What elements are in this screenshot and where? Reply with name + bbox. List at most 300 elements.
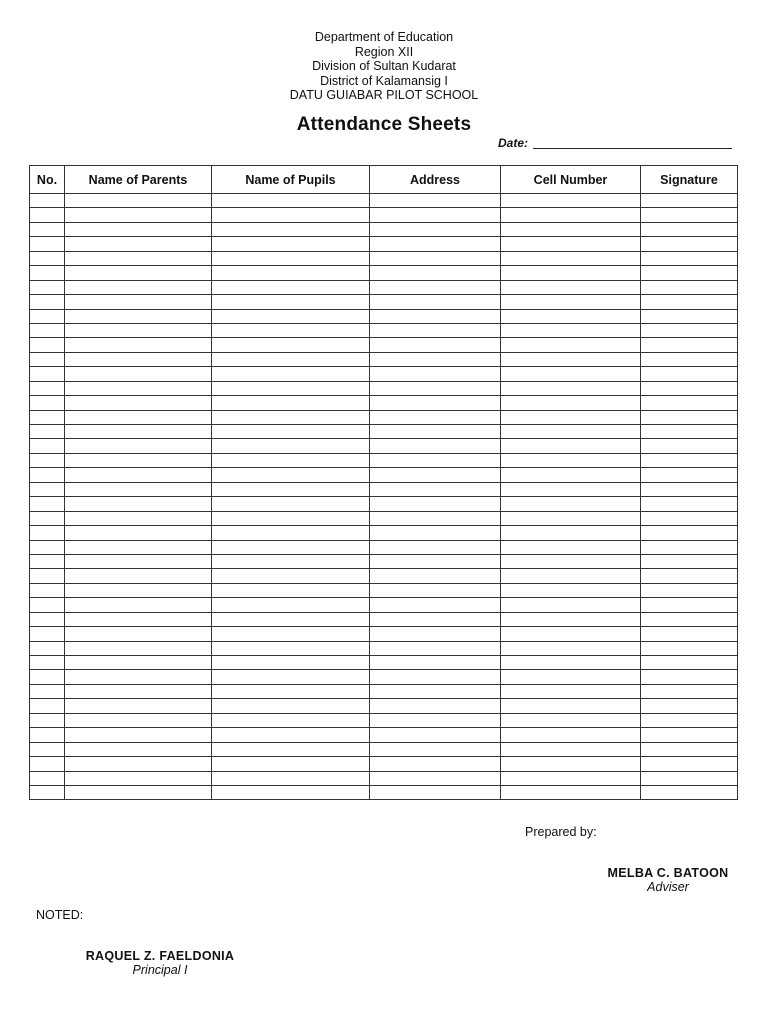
- table-cell[interactable]: [641, 194, 738, 208]
- table-cell[interactable]: [212, 222, 370, 236]
- table-row: [30, 439, 738, 453]
- table-cell[interactable]: [212, 540, 370, 554]
- table-cell[interactable]: [65, 208, 212, 222]
- table-row: [30, 237, 738, 251]
- table-cell[interactable]: [65, 612, 212, 626]
- table-cell[interactable]: [501, 757, 641, 771]
- table-cell[interactable]: [30, 295, 65, 309]
- table-cell[interactable]: [30, 251, 65, 265]
- table-cell[interactable]: [501, 742, 641, 756]
- table-cell[interactable]: [65, 295, 212, 309]
- table-cell[interactable]: [370, 785, 501, 799]
- table-cell[interactable]: [641, 367, 738, 381]
- table-cell[interactable]: [501, 526, 641, 540]
- table-cell[interactable]: [30, 540, 65, 554]
- table-cell[interactable]: [370, 439, 501, 453]
- table-cell[interactable]: [65, 656, 212, 670]
- table-cell[interactable]: [641, 554, 738, 568]
- table-cell[interactable]: [501, 627, 641, 641]
- table-cell[interactable]: [370, 641, 501, 655]
- table-cell[interactable]: [65, 266, 212, 280]
- table-cell[interactable]: [212, 699, 370, 713]
- table-cell[interactable]: [65, 338, 212, 352]
- column-header-cell-number: Cell Number: [501, 166, 641, 194]
- table-cell[interactable]: [370, 511, 501, 525]
- table-row: [30, 396, 738, 410]
- table-cell[interactable]: [212, 641, 370, 655]
- table-cell[interactable]: [65, 381, 212, 395]
- table-cell[interactable]: [641, 266, 738, 280]
- table-cell[interactable]: [501, 656, 641, 670]
- table-cell[interactable]: [30, 728, 65, 742]
- table-cell[interactable]: [370, 713, 501, 727]
- table-cell[interactable]: [212, 569, 370, 583]
- table-cell[interactable]: [212, 612, 370, 626]
- table-cell[interactable]: [501, 367, 641, 381]
- table-cell[interactable]: [212, 410, 370, 424]
- table-cell[interactable]: [212, 583, 370, 597]
- table-cell[interactable]: [65, 684, 212, 698]
- table-cell[interactable]: [30, 641, 65, 655]
- table-cell[interactable]: [65, 453, 212, 467]
- table-cell[interactable]: [30, 352, 65, 366]
- table-cell[interactable]: [370, 338, 501, 352]
- table-cell[interactable]: [65, 396, 212, 410]
- table-cell[interactable]: [501, 410, 641, 424]
- table-cell[interactable]: [641, 641, 738, 655]
- table-cell[interactable]: [65, 323, 212, 337]
- table-cell[interactable]: [641, 598, 738, 612]
- table-cell[interactable]: [641, 670, 738, 684]
- table-cell[interactable]: [641, 540, 738, 554]
- table-cell[interactable]: [212, 352, 370, 366]
- table-cell[interactable]: [501, 439, 641, 453]
- table-cell[interactable]: [30, 396, 65, 410]
- table-cell[interactable]: [641, 785, 738, 799]
- table-cell[interactable]: [30, 612, 65, 626]
- table-cell[interactable]: [30, 453, 65, 467]
- table-cell[interactable]: [212, 627, 370, 641]
- table-row: [30, 295, 738, 309]
- table-row: [30, 352, 738, 366]
- table-cell[interactable]: [30, 309, 65, 323]
- table-cell[interactable]: [501, 468, 641, 482]
- table-cell[interactable]: [641, 439, 738, 453]
- table-cell[interactable]: [501, 425, 641, 439]
- adviser-role: Adviser: [647, 880, 689, 894]
- table-cell[interactable]: [30, 468, 65, 482]
- table-cell[interactable]: [641, 713, 738, 727]
- table-cell[interactable]: [65, 468, 212, 482]
- school-header: [0, 30, 768, 103]
- table-cell[interactable]: [501, 540, 641, 554]
- table-cell[interactable]: [641, 237, 738, 251]
- table-row: [30, 338, 738, 352]
- date-field-line[interactable]: [533, 148, 732, 149]
- adviser-signature-block: [598, 866, 738, 894]
- table-cell[interactable]: [501, 569, 641, 583]
- table-cell[interactable]: [212, 497, 370, 511]
- table-cell[interactable]: [212, 208, 370, 222]
- table-cell[interactable]: [30, 323, 65, 337]
- table-cell[interactable]: [65, 670, 212, 684]
- table-cell[interactable]: [501, 482, 641, 496]
- table-row: [30, 511, 738, 525]
- table-cell[interactable]: [370, 352, 501, 366]
- table-cell[interactable]: [641, 410, 738, 424]
- table-cell[interactable]: [30, 266, 65, 280]
- table-cell[interactable]: [30, 569, 65, 583]
- table-cell[interactable]: [641, 280, 738, 294]
- table-cell[interactable]: [65, 771, 212, 785]
- table-cell[interactable]: [65, 757, 212, 771]
- table-cell[interactable]: [212, 425, 370, 439]
- table-cell[interactable]: [641, 771, 738, 785]
- table-row: [30, 425, 738, 439]
- table-cell[interactable]: [370, 468, 501, 482]
- table-cell[interactable]: [641, 222, 738, 236]
- table-cell[interactable]: [30, 583, 65, 597]
- table-cell[interactable]: [212, 785, 370, 799]
- table-cell[interactable]: [370, 381, 501, 395]
- table-row: [30, 627, 738, 641]
- table-cell[interactable]: [212, 728, 370, 742]
- prepared-by-label: Prepared by:: [525, 825, 597, 839]
- table-cell[interactable]: [65, 222, 212, 236]
- attendance-table: [29, 165, 738, 800]
- table-cell[interactable]: [30, 627, 65, 641]
- table-cell[interactable]: [641, 569, 738, 583]
- table-cell[interactable]: [501, 612, 641, 626]
- table-cell[interactable]: [641, 251, 738, 265]
- table-cell[interactable]: [65, 251, 212, 265]
- header-line-region: Region XII: [354, 44, 414, 59]
- table-cell[interactable]: [501, 280, 641, 294]
- table-cell[interactable]: [501, 713, 641, 727]
- table-cell[interactable]: [30, 222, 65, 236]
- table-cell[interactable]: [370, 194, 501, 208]
- table-cell[interactable]: [501, 266, 641, 280]
- table-cell[interactable]: [30, 425, 65, 439]
- table-cell[interactable]: [212, 381, 370, 395]
- table-cell[interactable]: [641, 612, 738, 626]
- table-row: [30, 713, 738, 727]
- table-cell[interactable]: [212, 670, 370, 684]
- table-cell[interactable]: [30, 208, 65, 222]
- table-cell[interactable]: [370, 295, 501, 309]
- table-cell[interactable]: [641, 482, 738, 496]
- table-cell[interactable]: [65, 699, 212, 713]
- table-cell[interactable]: [501, 381, 641, 395]
- table-cell[interactable]: [212, 251, 370, 265]
- table-cell[interactable]: [641, 453, 738, 467]
- column-header-parents: Name of Parents: [65, 166, 212, 194]
- table-cell[interactable]: [641, 352, 738, 366]
- table-cell[interactable]: [370, 323, 501, 337]
- table-cell[interactable]: [501, 511, 641, 525]
- table-cell[interactable]: [370, 482, 501, 496]
- table-cell[interactable]: [65, 742, 212, 756]
- table-cell[interactable]: [65, 540, 212, 554]
- table-cell[interactable]: [370, 569, 501, 583]
- table-cell[interactable]: [212, 482, 370, 496]
- table-cell[interactable]: [641, 208, 738, 222]
- table-cell[interactable]: [65, 439, 212, 453]
- table-cell[interactable]: [641, 425, 738, 439]
- table-cell[interactable]: [30, 482, 65, 496]
- attendance-table-body: [30, 194, 738, 800]
- table-cell[interactable]: [212, 396, 370, 410]
- noted-label: NOTED:: [36, 908, 84, 922]
- table-cell[interactable]: [641, 338, 738, 352]
- table-cell[interactable]: [65, 309, 212, 323]
- table-row: [30, 208, 738, 222]
- table-cell[interactable]: [641, 468, 738, 482]
- table-cell[interactable]: [30, 771, 65, 785]
- table-cell[interactable]: [501, 497, 641, 511]
- table-cell[interactable]: [370, 656, 501, 670]
- table-cell[interactable]: [641, 497, 738, 511]
- table-cell[interactable]: [370, 309, 501, 323]
- table-row: [30, 757, 738, 771]
- table-cell[interactable]: [370, 627, 501, 641]
- table-cell[interactable]: [65, 497, 212, 511]
- table-cell[interactable]: [30, 684, 65, 698]
- table-cell[interactable]: [641, 656, 738, 670]
- table-row: [30, 540, 738, 554]
- table-cell[interactable]: [30, 381, 65, 395]
- table-cell[interactable]: [501, 295, 641, 309]
- principal-name: RAQUEL Z. FAELDONIA: [85, 949, 235, 963]
- table-row: [30, 410, 738, 424]
- table-cell[interactable]: [65, 511, 212, 525]
- table-cell[interactable]: [501, 323, 641, 337]
- table-row: [30, 381, 738, 395]
- table-cell[interactable]: [370, 670, 501, 684]
- table-cell[interactable]: [641, 295, 738, 309]
- adviser-name: MELBA C. BATOON: [607, 866, 729, 880]
- table-cell[interactable]: [30, 526, 65, 540]
- table-row: [30, 554, 738, 568]
- table-cell[interactable]: [641, 381, 738, 395]
- table-cell[interactable]: [212, 656, 370, 670]
- table-cell[interactable]: [641, 742, 738, 756]
- table-cell[interactable]: [30, 670, 65, 684]
- table-cell[interactable]: [501, 699, 641, 713]
- table-cell[interactable]: [212, 237, 370, 251]
- table-cell[interactable]: [212, 323, 370, 337]
- table-cell[interactable]: [501, 641, 641, 655]
- table-cell[interactable]: [212, 511, 370, 525]
- table-cell[interactable]: [501, 251, 641, 265]
- table-cell[interactable]: [370, 237, 501, 251]
- table-row: [30, 309, 738, 323]
- table-cell[interactable]: [370, 266, 501, 280]
- table-cell[interactable]: [212, 295, 370, 309]
- table-cell[interactable]: [641, 699, 738, 713]
- table-cell[interactable]: [212, 771, 370, 785]
- table-cell[interactable]: [370, 554, 501, 568]
- table-row: [30, 771, 738, 785]
- table-cell[interactable]: [65, 713, 212, 727]
- table-cell[interactable]: [212, 684, 370, 698]
- table-cell[interactable]: [370, 728, 501, 742]
- table-cell[interactable]: [30, 497, 65, 511]
- table-cell[interactable]: [65, 728, 212, 742]
- table-cell[interactable]: [65, 526, 212, 540]
- table-cell[interactable]: [501, 670, 641, 684]
- table-cell[interactable]: [65, 280, 212, 294]
- table-cell[interactable]: [501, 785, 641, 799]
- table-cell[interactable]: [370, 757, 501, 771]
- table-row: [30, 656, 738, 670]
- table-cell[interactable]: [501, 684, 641, 698]
- table-cell[interactable]: [212, 757, 370, 771]
- table-cell[interactable]: [30, 742, 65, 756]
- table-cell[interactable]: [501, 352, 641, 366]
- table-cell[interactable]: [30, 785, 65, 799]
- table-cell[interactable]: [370, 540, 501, 554]
- table-cell[interactable]: [501, 194, 641, 208]
- table-row: [30, 194, 738, 208]
- table-cell[interactable]: [501, 583, 641, 597]
- table-cell[interactable]: [641, 526, 738, 540]
- table-cell[interactable]: [370, 396, 501, 410]
- table-cell[interactable]: [212, 598, 370, 612]
- table-cell[interactable]: [65, 627, 212, 641]
- table-cell[interactable]: [65, 482, 212, 496]
- table-row: [30, 222, 738, 236]
- table-cell[interactable]: [501, 309, 641, 323]
- table-cell[interactable]: [30, 367, 65, 381]
- table-cell[interactable]: [370, 251, 501, 265]
- table-cell[interactable]: [370, 699, 501, 713]
- table-cell[interactable]: [65, 237, 212, 251]
- table-cell[interactable]: [65, 425, 212, 439]
- table-cell[interactable]: [65, 785, 212, 799]
- table-cell[interactable]: [212, 526, 370, 540]
- table-cell[interactable]: [65, 352, 212, 366]
- table-cell[interactable]: [501, 237, 641, 251]
- table-cell[interactable]: [501, 208, 641, 222]
- column-header-pupils: Name of Pupils: [212, 166, 370, 194]
- table-cell[interactable]: [370, 583, 501, 597]
- table-cell[interactable]: [370, 598, 501, 612]
- table-cell[interactable]: [641, 396, 738, 410]
- table-header-row: [30, 166, 738, 194]
- table-cell[interactable]: [65, 641, 212, 655]
- table-cell[interactable]: [641, 583, 738, 597]
- table-cell[interactable]: [501, 338, 641, 352]
- table-cell[interactable]: [370, 280, 501, 294]
- table-row: [30, 684, 738, 698]
- header-line-district: District of Kalamansig I: [320, 73, 448, 88]
- table-cell[interactable]: [212, 309, 370, 323]
- table-cell[interactable]: [212, 280, 370, 294]
- column-header-signature: Signature: [641, 166, 738, 194]
- table-cell[interactable]: [501, 453, 641, 467]
- table-cell[interactable]: [501, 598, 641, 612]
- table-cell[interactable]: [501, 771, 641, 785]
- table-row: [30, 612, 738, 626]
- table-cell[interactable]: [30, 511, 65, 525]
- table-cell[interactable]: [641, 511, 738, 525]
- table-cell[interactable]: [30, 656, 65, 670]
- table-cell[interactable]: [212, 439, 370, 453]
- table-cell[interactable]: [641, 309, 738, 323]
- table-cell[interactable]: [65, 554, 212, 568]
- table-cell[interactable]: [370, 410, 501, 424]
- table-cell[interactable]: [212, 194, 370, 208]
- table-cell[interactable]: [212, 367, 370, 381]
- table-cell[interactable]: [212, 266, 370, 280]
- principal-signature-block: [70, 949, 250, 977]
- date-label: Date:: [498, 136, 529, 150]
- table-cell[interactable]: [370, 425, 501, 439]
- table-cell[interactable]: [65, 367, 212, 381]
- table-cell[interactable]: [212, 468, 370, 482]
- table-cell[interactable]: [30, 554, 65, 568]
- table-cell[interactable]: [641, 323, 738, 337]
- table-cell[interactable]: [30, 439, 65, 453]
- table-cell[interactable]: [370, 684, 501, 698]
- table-cell[interactable]: [212, 338, 370, 352]
- table-cell[interactable]: [370, 526, 501, 540]
- table-cell[interactable]: [30, 280, 65, 294]
- table-row: [30, 670, 738, 684]
- table-cell[interactable]: [641, 757, 738, 771]
- table-cell[interactable]: [212, 554, 370, 568]
- table-cell[interactable]: [501, 396, 641, 410]
- table-row: [30, 367, 738, 381]
- table-cell[interactable]: [30, 757, 65, 771]
- table-cell[interactable]: [370, 453, 501, 467]
- table-cell[interactable]: [501, 554, 641, 568]
- table-cell[interactable]: [212, 453, 370, 467]
- table-cell[interactable]: [30, 410, 65, 424]
- table-cell[interactable]: [370, 222, 501, 236]
- table-cell[interactable]: [370, 367, 501, 381]
- header-line-department: Department of Education: [314, 30, 454, 44]
- table-cell[interactable]: [370, 742, 501, 756]
- table-cell[interactable]: [641, 684, 738, 698]
- table-cell[interactable]: [65, 410, 212, 424]
- table-cell[interactable]: [30, 699, 65, 713]
- table-row: [30, 526, 738, 540]
- table-cell[interactable]: [65, 598, 212, 612]
- table-cell[interactable]: [370, 771, 501, 785]
- table-cell[interactable]: [65, 569, 212, 583]
- table-cell[interactable]: [30, 338, 65, 352]
- table-cell[interactable]: [30, 713, 65, 727]
- table-cell[interactable]: [30, 598, 65, 612]
- table-cell[interactable]: [501, 222, 641, 236]
- table-cell[interactable]: [370, 497, 501, 511]
- table-row: [30, 482, 738, 496]
- table-cell[interactable]: [65, 583, 212, 597]
- table-cell[interactable]: [65, 194, 212, 208]
- table-cell[interactable]: [501, 728, 641, 742]
- page-title: Attendance Sheets: [296, 114, 472, 135]
- table-cell[interactable]: [30, 237, 65, 251]
- table-cell[interactable]: [30, 194, 65, 208]
- table-cell[interactable]: [370, 612, 501, 626]
- table-cell[interactable]: [641, 627, 738, 641]
- table-cell[interactable]: [212, 742, 370, 756]
- table-cell[interactable]: [641, 728, 738, 742]
- table-cell[interactable]: [212, 713, 370, 727]
- table-cell[interactable]: [370, 208, 501, 222]
